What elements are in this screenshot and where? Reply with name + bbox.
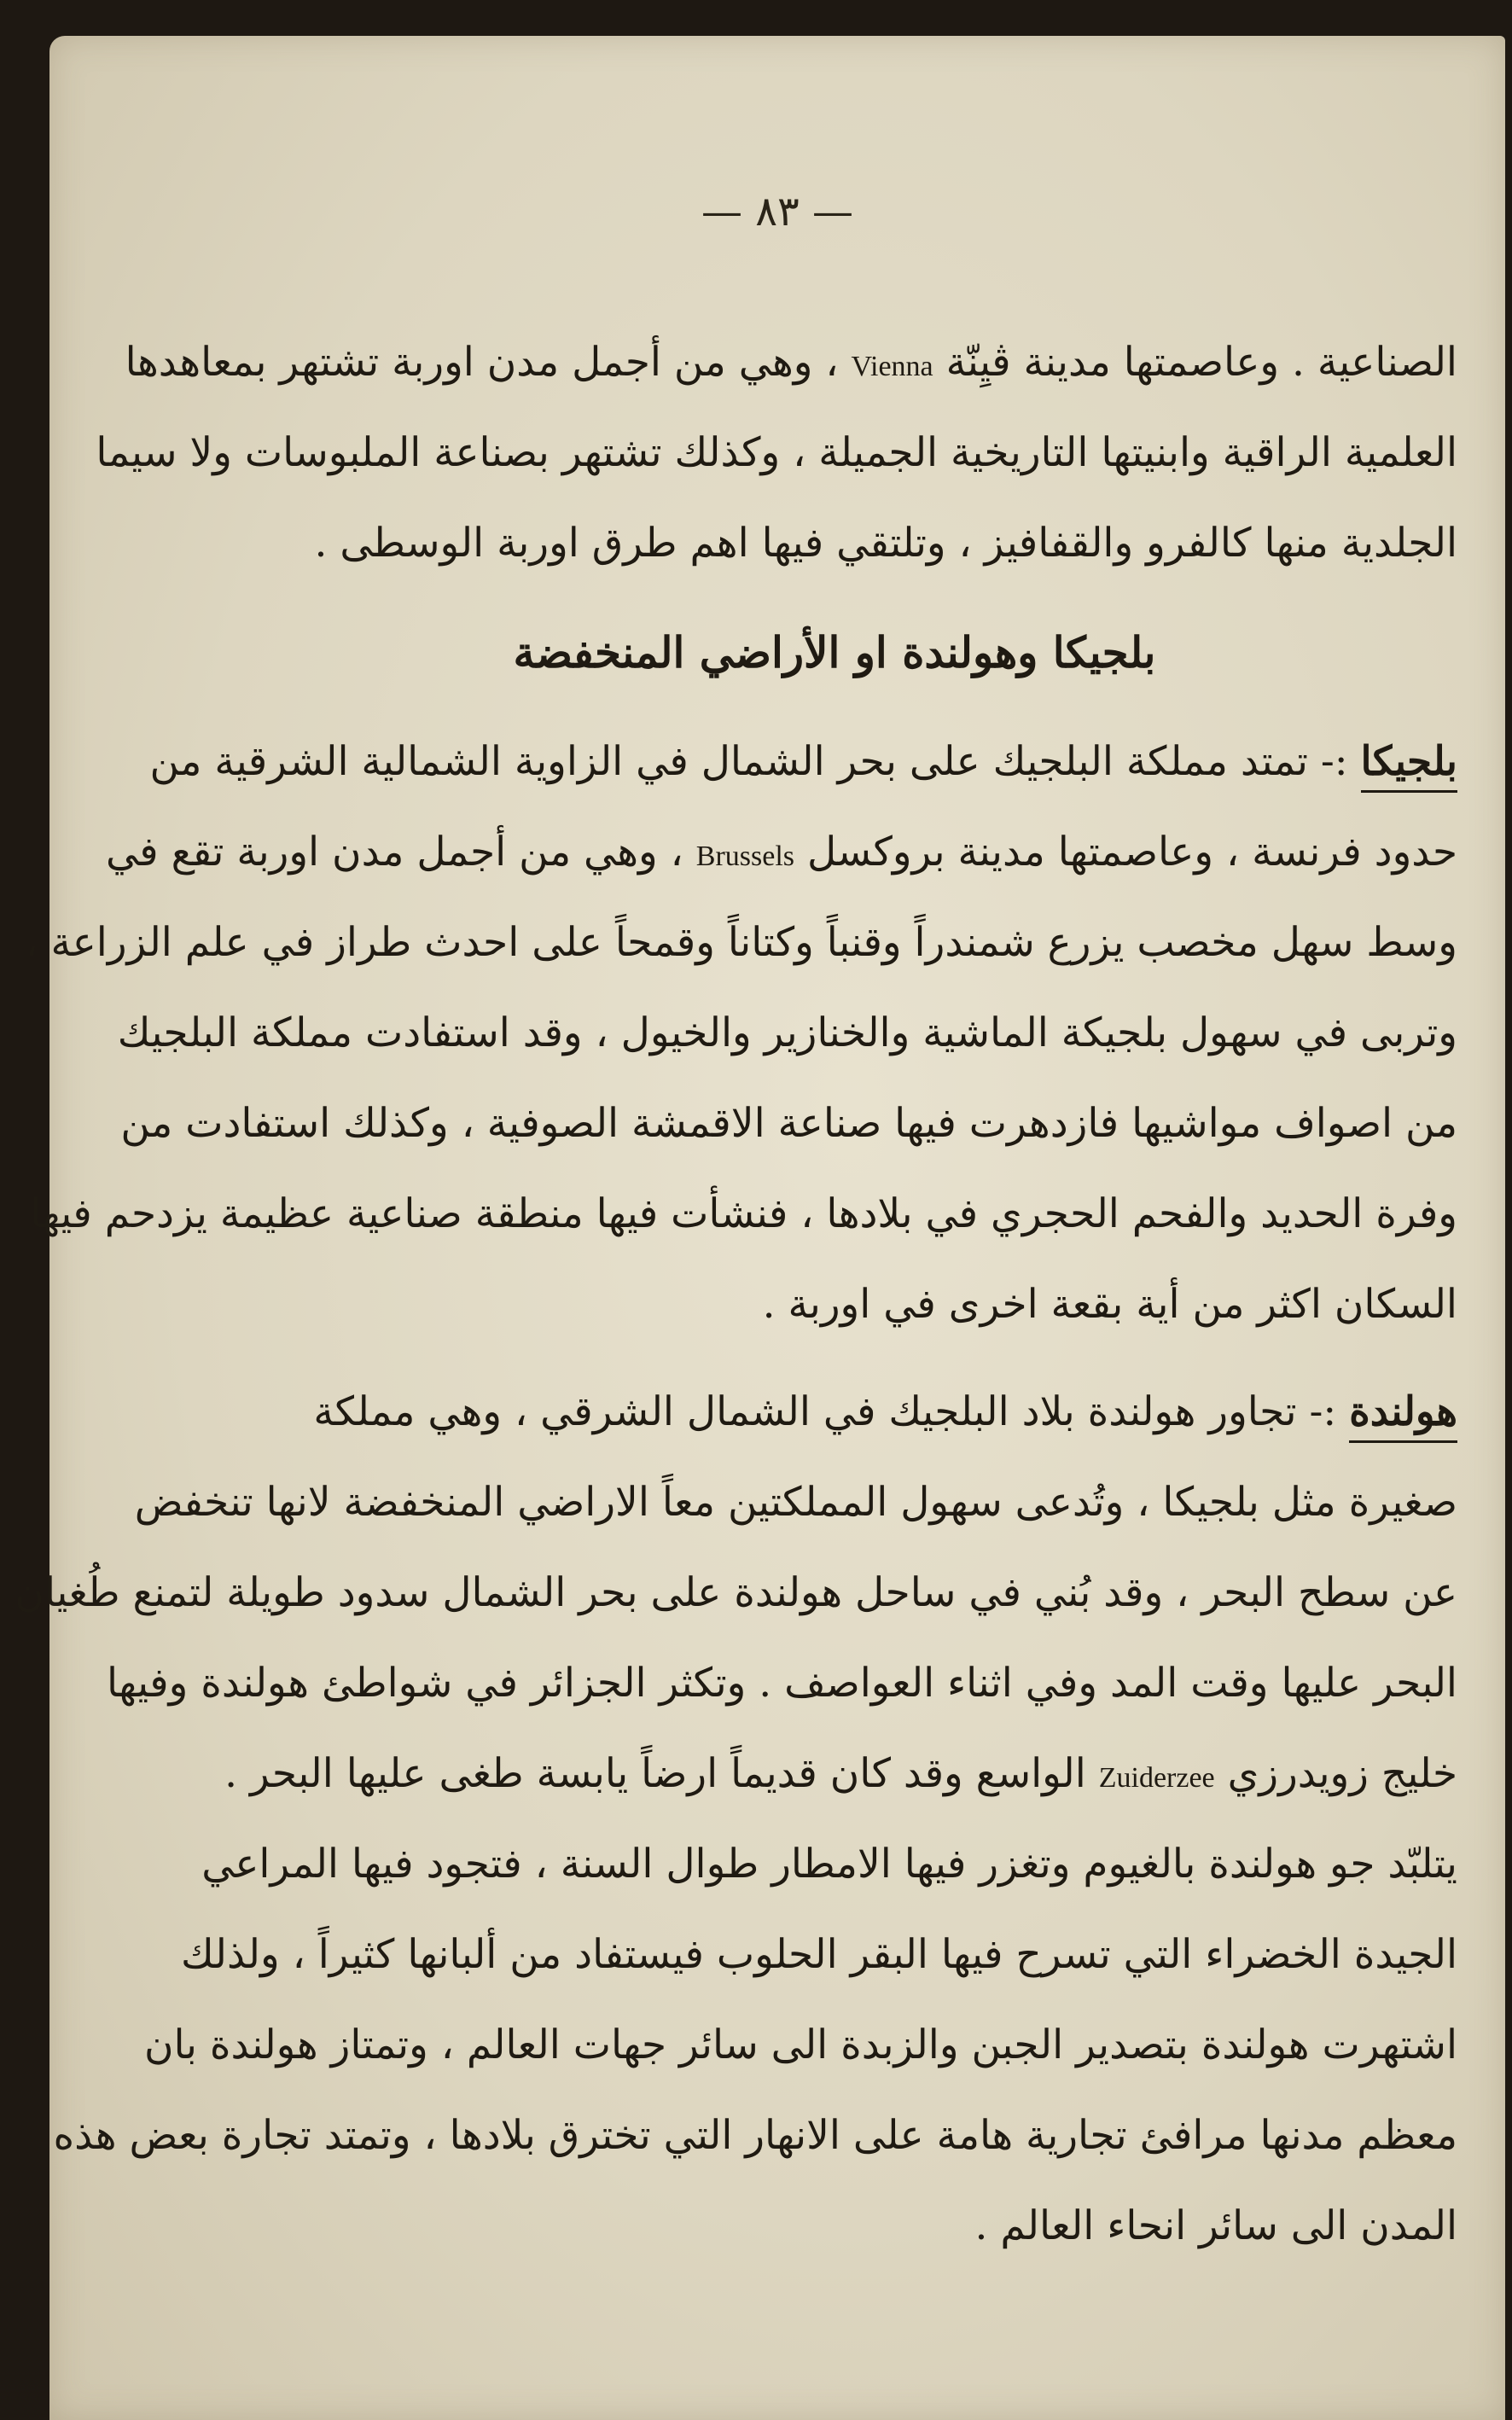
text-line [134, 1457, 1457, 1548]
text-line [201, 1819, 1457, 1910]
text-segment: البحر عليها وقت المد وفي اثناء العواصف . وتكثر الجزائر في شواطئ هولندة وفيها [106, 1660, 1457, 1707]
text-line [25, 898, 1457, 988]
body-text [15, 317, 1457, 2272]
subsection-label: هولندة [1349, 1388, 1457, 1443]
text-line [212, 1259, 1457, 1350]
text-line [212, 498, 1457, 589]
text-line [15, 1548, 1457, 1638]
text-segment: وفرة الحديد والفحم الحجري في بلادها ، فنشأت فيها منطقة صناعية عظيمة يزدحم فيها [30, 1190, 1457, 1237]
text-segment: المدن الى سائر انحاء العالم . [974, 2202, 1457, 2249]
text-segment: :- تجاور هولندة بلاد البلجيك في الشمال الشرقي ، وهي مملكة [313, 1388, 1350, 1435]
text-segment: وتربى في سهول بلجيكة الماشية والخنازير والخيول ، وقد استفادت مملكة البلجيك [117, 1009, 1457, 1056]
section-heading: بلجيكا وهولندة او الأراضي المنخفضة [513, 627, 1156, 678]
text-line [212, 2181, 1457, 2272]
text-line [181, 1910, 1457, 2000]
text-line [120, 1079, 1457, 1169]
text-segment: الجلدية منها كالفرو والقفافيز ، وتلتقي فيها اهم طرق اوربة الوسطى . [314, 520, 1457, 567]
text-line [144, 2000, 1457, 2091]
text-segment: ، وهي من أجمل مدن اوربة تشتهر بمعاهدها [125, 339, 852, 386]
text-line [30, 1169, 1457, 1259]
text-segment: الصناعية . وعاصمتها مدينة ڤيِنّة [933, 339, 1457, 386]
page-number: — ٨٣ — [701, 188, 854, 236]
text-segment: صغيرة مثل بلجيكا ، وتُدعى سهول المملكتين معاً الاراضي المنخفضة لانها تنخفض [134, 1479, 1457, 1526]
text-segment: الواسع وقد كان قديماً ارضاً يابسة طغى عليها البحر . [224, 1750, 1099, 1797]
text-segment: العلمية الراقية وابنيتها التاريخية الجميلة ، وكذلك تشتهر بصناعة الملبوسات ولا سيما [96, 429, 1457, 476]
text-segment: السكان اكثر من أية بقعة اخرى في اوربة . [762, 1281, 1457, 1328]
book-page [15, 36, 1505, 2420]
text-segment: الجيدة الخضراء التي تسرح فيها البقر الحلوب فيستفاد من ألبانها كثيراً ، ولذلك [181, 1931, 1457, 1978]
text-line [105, 807, 1457, 898]
text-line [149, 717, 1457, 807]
text-line [117, 988, 1457, 1079]
latin-term: Zuiderzee [1098, 1762, 1215, 1794]
text-segment: يتلبّد جو هولندة بالغيوم وتغزر فيها الامطار طوال السنة ، فتجود فيها المراعي [201, 1841, 1457, 1888]
text-line [212, 1367, 1457, 1457]
latin-term: Vienna [851, 351, 933, 382]
text-line [96, 408, 1457, 498]
text-segment: :- تمتد مملكة البلجيك على بحر الشمال في الزاوية الشمالية الشرقية من [149, 738, 1361, 785]
text-segment: معظم مدنها مرافئ تجارية هامة على الانهار التي تخترق بلادها ، وتمتد تجارة بعض هذه [53, 2112, 1457, 2159]
text-segment: وسط سهل مخصب يزرع شمندراً وقنباً وكتاناً وقمحاً على احدث طراز في علم الزراعة ، [25, 919, 1457, 966]
text-segment: عن سطح البحر ، وقد بُني في ساحل هولندة على بحر الشمال سدود طويلة لتمنع طُغيان [15, 1569, 1457, 1616]
latin-term: Brussels [695, 841, 794, 872]
subsection-label: بلجيكا [1361, 738, 1457, 793]
paragraph-gap [212, 1350, 1457, 1367]
text-segment: من اصواف مواشيها فازدهرت فيها صناعة الاقمشة الصوفية ، وكذلك استفادت من [120, 1100, 1457, 1147]
text-line [212, 1729, 1457, 1819]
text-segment: حدود فرنسة ، وعاصمتها مدينة بروكسل [794, 829, 1457, 876]
text-line [53, 2091, 1457, 2181]
text-line [125, 317, 1457, 408]
text-line [106, 1638, 1457, 1729]
text-segment: اشتهرت هولندة بتصدير الجبن والزبدة الى سائر جهات العالم ، وتمتاز هولندة بان [144, 2022, 1457, 2068]
text-segment: ، وهي من أجمل مدن اوربة تقع في [105, 829, 696, 876]
text-segment: خليج زويدرزي [1214, 1750, 1457, 1797]
